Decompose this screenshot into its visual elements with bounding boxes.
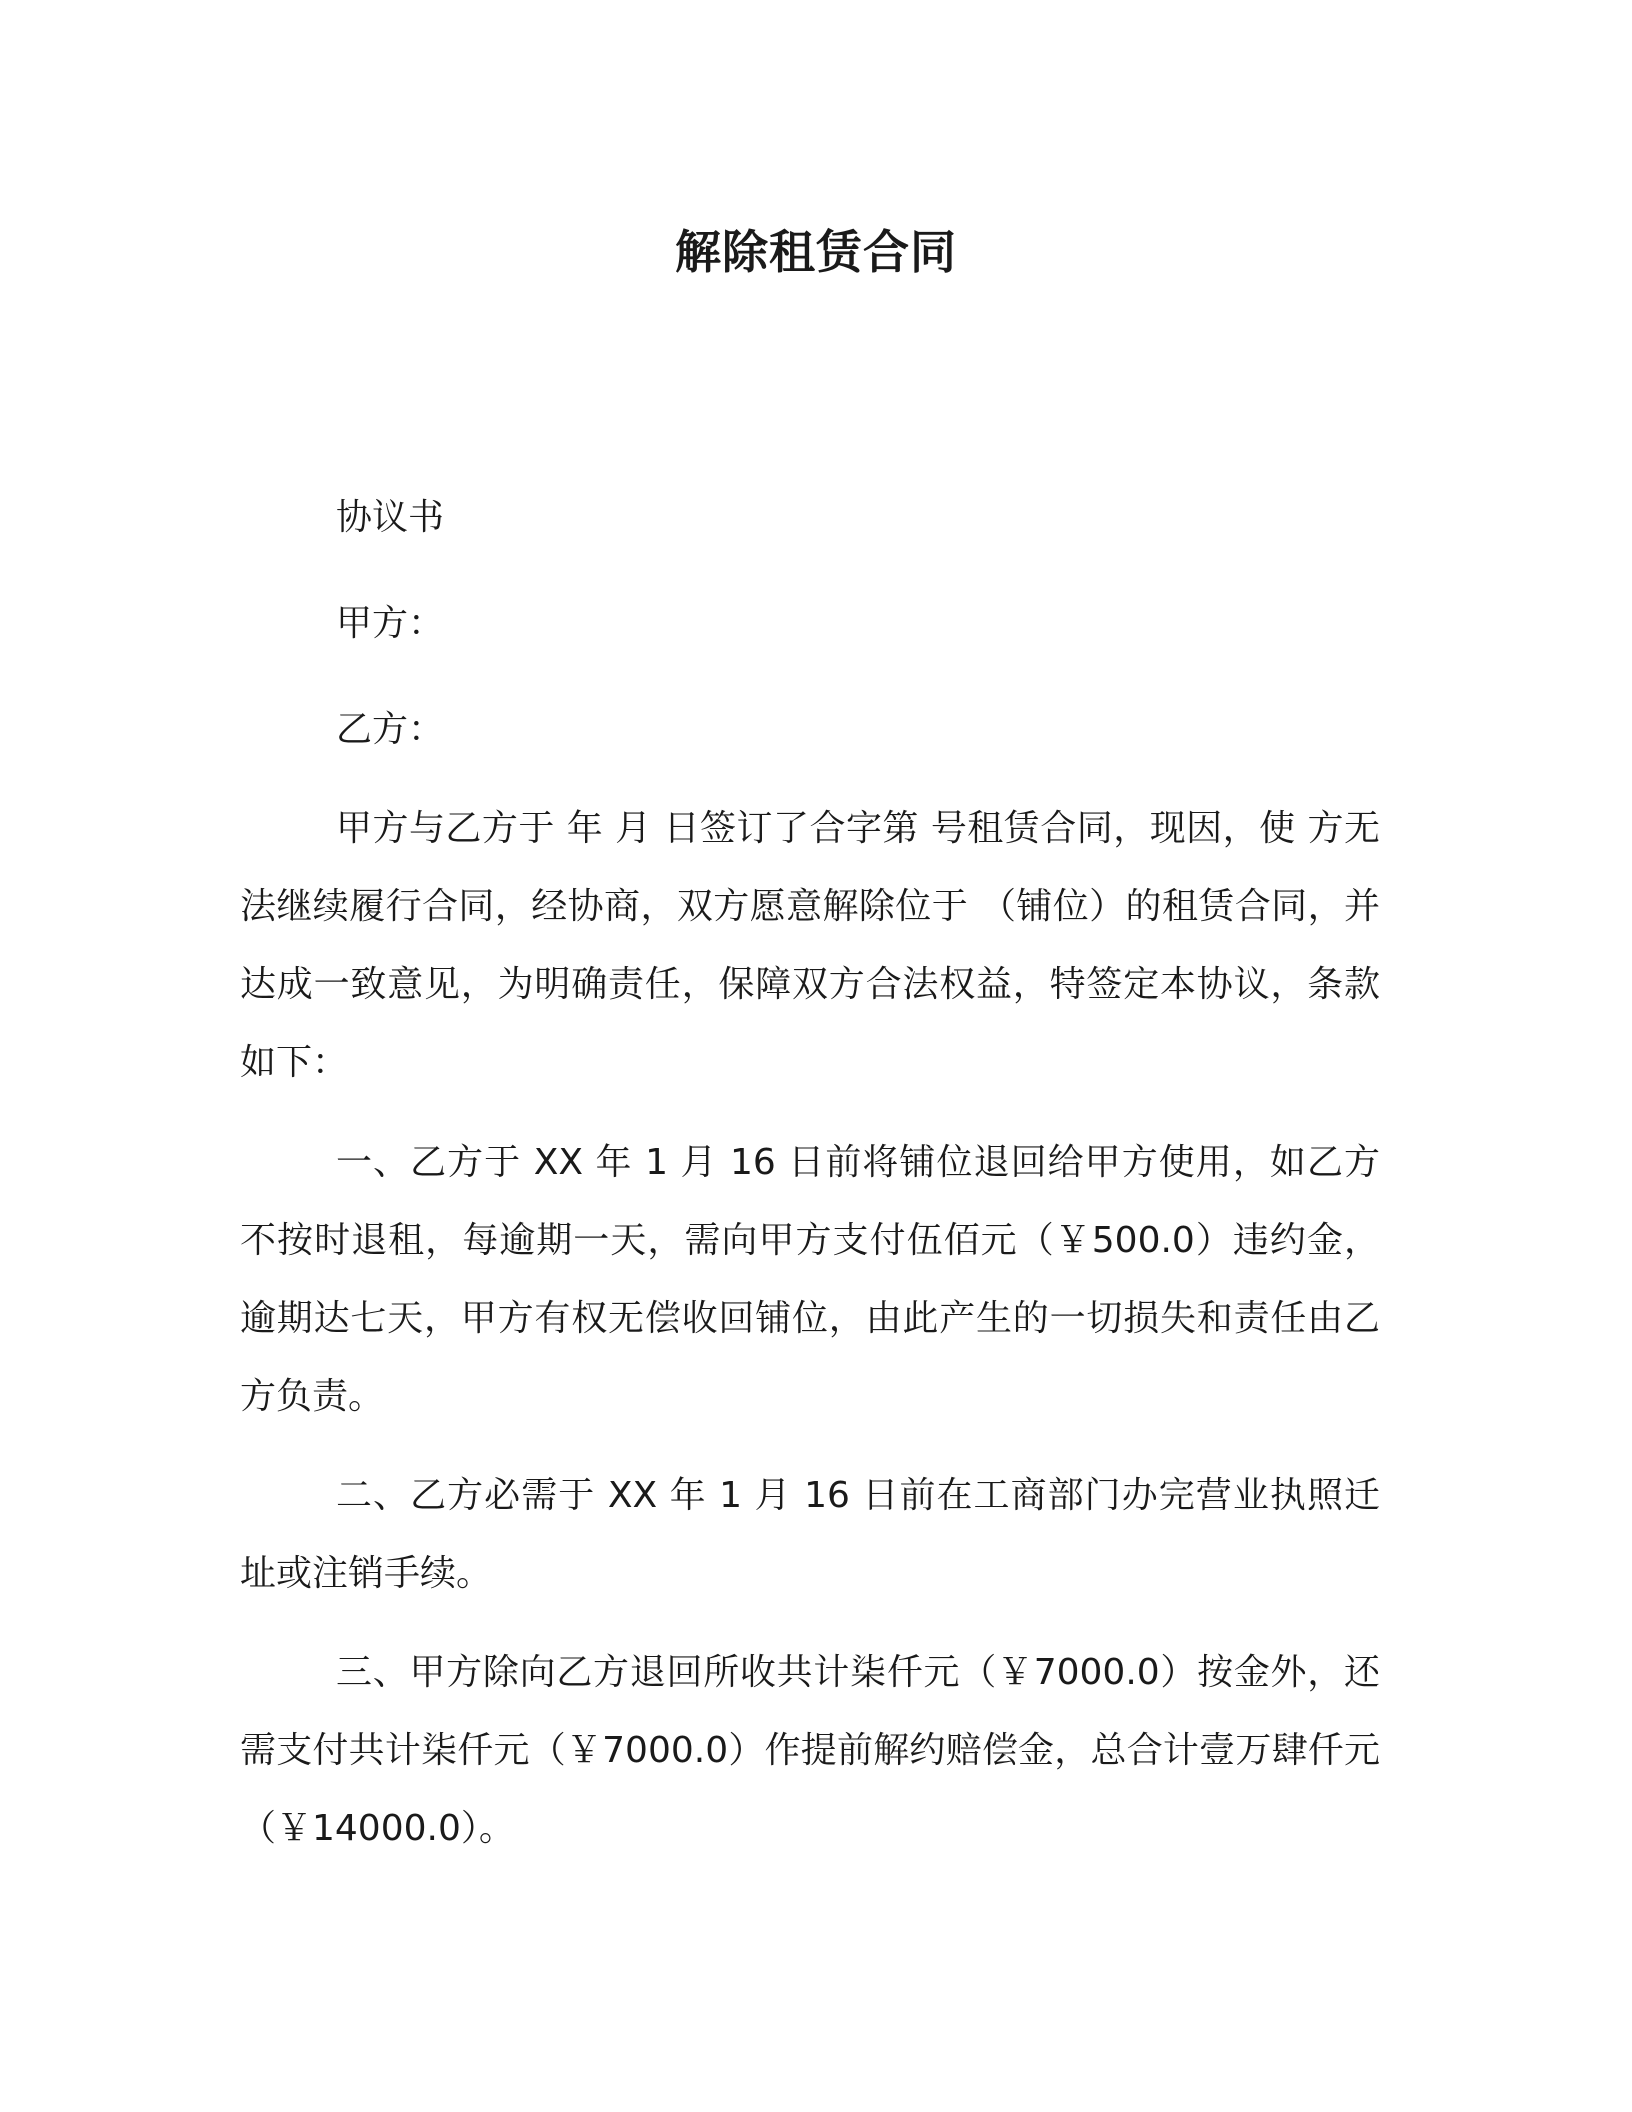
clause-three-paragraph: 三、甲方除向乙方退回所收共计柒仟元（￥7000.0）按金外，还需支付共计柒仟元（￥7000.0）作提前解约赔偿金，总合计壹万肆仟元（￥14000.0）。 xyxy=(240,1652,1380,1849)
document-title: 解除租赁合同 xyxy=(675,225,957,279)
party-a-label: 甲方： xyxy=(336,603,445,644)
clause-two-paragraph: 二、乙方必需于 XX 年 1 月 16 日前在工商部门办完营业执照迁址或注销手续。 xyxy=(240,1475,1380,1594)
intro-paragraph: 甲方与乙方于 年 月 日签订了合字第 号租赁合同，现因，使 方无法继续履行合同，经协商，双方愿意解除位于 （铺位）的租赁合同，并达成一致意见，为明确责任，保障双方合法权益，特签定本协议，条款如下： xyxy=(240,808,1380,1083)
party-b-label: 乙方： xyxy=(336,709,445,750)
agreement-heading: 协议书 xyxy=(336,497,445,538)
clause-one-paragraph: 一、乙方于 XX 年 1 月 16 日前将铺位退回给甲方使用，如乙方不按时退租，每逾期一天，需向甲方支付伍佰元（￥500.0）违约金，逾期达七天，甲方有权无偿收回铺位，由此产生的一切损失和责任由乙方负责。 xyxy=(240,1142,1380,1417)
